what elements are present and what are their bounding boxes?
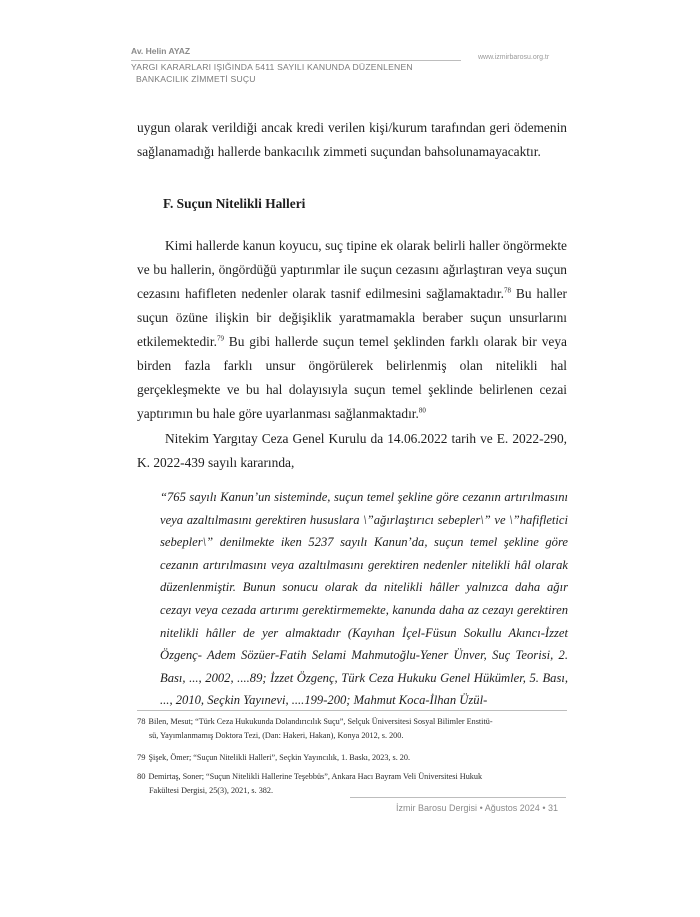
article-title <box>131 61 461 85</box>
footnote-number: 80 <box>137 771 146 781</box>
paragraph-text-a: Kimi hallerde kanun koyucu, suç tipine ek olarak belirli haller öngörmekte ve bu hallerin, öngördüğü yaptırımlar ile suçun cezasını ağırlaştıran veya suçun cezasını hafifleten nedenler olarak tasnif edilmesini sağlamaktadır. <box>137 238 567 301</box>
paragraph-text-b: Bu haller suçun özüne ilişkin bir değişiklik yaratmamakla beraber suçun unsurlarını etkilemektedir. <box>137 286 567 349</box>
footnote-text: Bilen, Mesut; “Türk Ceza Hukukunda Dolandırıcılık Suçu”, Selçuk Üniversitesi Sosyal Bilimler Enstitü- <box>148 717 493 726</box>
footer-separator: • <box>542 803 546 813</box>
footer-separator: • <box>479 803 483 813</box>
paragraph-court-decision: Nitekim Yargıtay Ceza Genel Kurulu da 14.06.2022 tarih ve E. 2022-290, K. 2022-439 sayılı kararında, <box>137 431 567 470</box>
footnote-text: Şişek, Ömer; “Suçun Nitelikli Halleri”, Seçkin Yayıncılık, 1. Baskı, 2023, s. 20. <box>148 753 411 762</box>
footer-rule <box>350 797 566 798</box>
footnote-text-cont: Fakültesi Dergisi, 25(3), 2021, s. 382. <box>149 786 274 795</box>
footnote-78 <box>137 714 567 743</box>
block-quote: “765 sayılı Kanun’un sisteminde, suçun temel şekline göre cezanın artırılmasını veya azaltılmasını gerektiren hususlara \”ağırlaştırıcı sebepler\” ve \”hafifletici sebepler\” denilmekte iken 5237 sayılı Kanun’da, suçun temel şekline göre cezanın artırılmasını veya azaltılmasını gerektiren nedenler nitelikli hâl olarak düzenlenmiştir. Bunun sonucu olarak da nitelikli hâller yalnızca daha ağır cezayı veya cezada artırımı gerektirmemekte, kanunda daha az cezayı gerektiren nitelikli hâller de yer almaktadır (Kayıhan İçel-Füsun Sokullu Akıncı-İzzet Özgenç- Adem Sözüer-Fatih Selami Mahmutoğlu-Yener Ünver, Suç Teorisi, 2. Bası, ..., 2002, ....89; İzzet Özgenç, Türk Ceza Hukuku Genel Hükümler, 5. Bası, ..., 2010, Seçkin Yayınevi, ....199-200; Mahmut Koca-İlhan Üzül- <box>160 490 568 708</box>
section-heading: F. Suçun Nitelikli Halleri <box>163 196 306 211</box>
page-footer <box>396 803 558 813</box>
paragraph-text-c: Bu gibi hallerde suçun temel şeklinden farklı olarak bir veya birden fazla farklı unsur öngörülerek belirlenmiş olan nitelikli hal gerçekleşmekte ve bu hal dolayısıyla suçun temel şeklinde belirlenen cezai yaptırımın bu hale göre uyarlanması sağlanmaktadır. <box>137 334 567 421</box>
issue-date: Ağustos 2024 <box>484 803 540 813</box>
article-title-line1: YARGI KARARLARI IŞIĞINDA 5411 SAYILI KANUNDA DÜZENLENEN <box>131 62 413 72</box>
paragraph-continuation: uygun olarak verildiği ancak kredi verilen kişi/kurum tarafından geri ödemenin sağlanamadığı hallerde bankacılık zimmeti suçundan bahsolunamayacaktır. <box>137 120 567 159</box>
footnote-ref-79[interactable]: 79 <box>216 334 224 343</box>
footnote-80 <box>137 769 567 798</box>
footnote-text-cont: sü, Yayımlanmamış Doktora Tezi, (Dan: Hakeri, Hakan), Konya 2012, s. 200. <box>149 731 404 740</box>
footnote-number: 79 <box>137 752 146 762</box>
paragraph-qualified-cases <box>137 234 567 426</box>
journal-name: İzmir Barosu Dergisi <box>396 803 478 813</box>
website-link[interactable]: www.izmirbarosu.org.tr <box>478 54 550 61</box>
footnote-79 <box>137 750 567 765</box>
footnote-ref-78[interactable]: 78 <box>503 286 511 295</box>
footnote-separator <box>137 710 567 711</box>
footnote-ref-80[interactable]: 80 <box>418 406 426 415</box>
author-name: Av. Helin AYAZ <box>131 46 191 56</box>
footnote-text: Demirtaş, Soner; “Suçun Nitelikli Hallerine Teşebbüs”, Ankara Hacı Bayram Veli Üniversitesi Hukuk <box>148 772 483 781</box>
footnote-number: 78 <box>137 716 146 726</box>
page-number: 31 <box>547 803 558 813</box>
article-title-line2: BANKACILIK ZİMMETİ SUÇU <box>136 74 256 84</box>
